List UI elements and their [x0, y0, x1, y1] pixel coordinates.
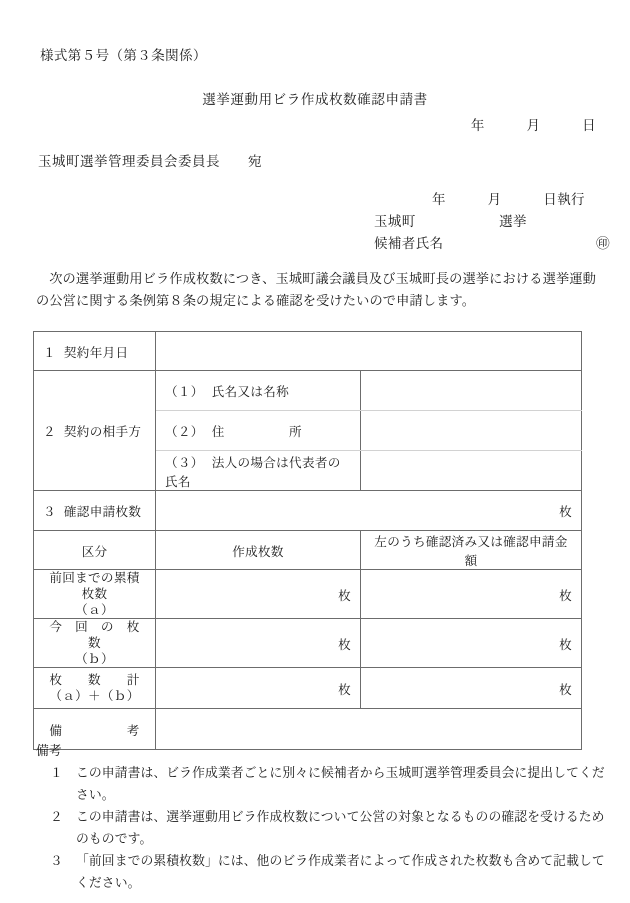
previous-total-confirmed[interactable]: [361, 570, 582, 619]
table-row-current-count: [34, 619, 582, 668]
requested-count-index: ３: [43, 505, 56, 519]
application-table: [33, 331, 582, 750]
table-row-contract-date: [34, 332, 582, 371]
form-number: 様式第５号（第３条関係）: [40, 48, 207, 63]
body-paragraph: [36, 268, 596, 312]
note-number: ２: [50, 810, 63, 824]
counterparty-item-2-marker: （２）: [165, 425, 204, 439]
total-count-label-line1: 枚 数 計: [49, 673, 140, 687]
table-row-requested-count: [34, 491, 582, 531]
note-number: １: [50, 766, 63, 780]
counterparty-item-1-label: [156, 371, 361, 411]
counterparty-item-1-text: 氏名又は名称: [211, 385, 290, 399]
remarks-label: 備 考: [34, 709, 156, 750]
addressee-line: 玉城町選挙管理委員会委員長 宛: [38, 154, 262, 169]
counterparty-label: [34, 371, 156, 491]
seal-icon: ㊞: [596, 236, 610, 251]
note-text: この申請書は、ビラ作成業者ごとに別々に候補者から玉城町選挙管理委員会に提出してください。: [76, 766, 605, 802]
contract-date-index: １: [43, 345, 56, 360]
total-count-label-line2: （ａ）＋（ｂ）: [49, 689, 140, 703]
body-line-1: 次の選挙運動用ビラ作成枚数につき、玉城町議会議員及び玉城町長の選挙における選挙運動の公営に関する: [36, 271, 596, 308]
current-count-label: [34, 619, 156, 668]
contract-date-label-text: 契約年月日: [63, 345, 129, 360]
candidate-name-label: 候補者氏名: [374, 236, 444, 251]
current-count-created[interactable]: [156, 619, 361, 668]
total-count-label: [34, 668, 156, 709]
notes-title: 備考: [36, 744, 62, 758]
total-count-created[interactable]: [156, 668, 361, 709]
previous-total-created[interactable]: [156, 570, 361, 619]
note-item: [36, 806, 616, 850]
current-count-confirmed-unit: 枚: [559, 637, 572, 652]
total-count-confirmed-unit: 枚: [559, 682, 572, 697]
requested-count-value[interactable]: [156, 491, 582, 531]
election-name-line: 玉城町 選挙: [374, 214, 527, 229]
note-text: 「前回までの累積枚数」には、他のビラ作成業者によって作成された枚数も含めて記載してください。: [76, 854, 605, 890]
body-line-2: 条例第８条の規定による確認を受けたいので申請します。: [129, 293, 476, 308]
submission-date-line: 年 月 日: [470, 118, 596, 133]
counterparty-label-text: 契約の相手方: [63, 425, 142, 439]
counterparty-item-1-marker: （１）: [165, 385, 204, 399]
table-row-counterparty-1: [34, 371, 582, 411]
requested-count-label: [34, 491, 156, 531]
table-row-total-count: [34, 668, 582, 709]
table-row-previous-total: [34, 570, 582, 619]
note-item: [36, 850, 616, 894]
note-number: ３: [50, 854, 63, 868]
note-item: [36, 762, 616, 806]
requested-count-unit: 枚: [559, 505, 572, 519]
previous-total-created-unit: 枚: [338, 588, 351, 603]
current-count-label-line1: 今 回 の 枚 数: [49, 620, 153, 650]
document-title: 選挙運動用ビラ作成枚数確認申請書: [202, 92, 428, 107]
note-text: この申請書は、選挙運動用ビラ作成枚数について公営の対象となるものの確認を受けるためのものです。: [76, 810, 605, 846]
candidate-name-line: [370, 232, 610, 254]
header-confirmed-amount: 左のうち確認済み又は確認申請金額: [361, 531, 582, 570]
current-count-created-unit: 枚: [338, 637, 351, 652]
notes-section: [36, 740, 616, 894]
previous-total-label: [34, 570, 156, 619]
total-count-created-unit: 枚: [338, 682, 351, 697]
counterparty-item-1-value[interactable]: [361, 371, 582, 411]
applicant-block: [370, 188, 610, 254]
current-count-label-line2: （ｂ）: [75, 652, 114, 666]
header-category: 区分: [34, 531, 156, 570]
previous-total-label-line2: （ａ）: [75, 603, 114, 617]
requested-count-label-text: 確認申請枚数: [63, 505, 142, 519]
table-row-column-headers: [34, 531, 582, 570]
current-count-confirmed[interactable]: [361, 619, 582, 668]
counterparty-item-3-label: [156, 451, 361, 491]
execution-date-line: 年 月 日執行: [432, 192, 585, 207]
counterparty-item-3-marker: （３）: [165, 455, 204, 470]
counterparty-item-3-text: 法人の場合は代表者の氏名: [165, 455, 341, 489]
total-count-confirmed[interactable]: [361, 668, 582, 709]
counterparty-item-2-value[interactable]: [361, 411, 582, 451]
previous-total-label-line1: 前回までの累積枚数: [49, 571, 140, 601]
header-created-count: 作成枚数: [156, 531, 361, 570]
contract-date-value[interactable]: [156, 332, 582, 371]
counterparty-item-2-label: [156, 411, 361, 451]
counterparty-item-2-text: 住 所: [211, 425, 302, 439]
counterparty-item-3-value[interactable]: [361, 451, 582, 491]
counterparty-index: ２: [43, 425, 56, 439]
contract-date-label: [34, 332, 156, 371]
previous-total-confirmed-unit: 枚: [559, 588, 572, 603]
